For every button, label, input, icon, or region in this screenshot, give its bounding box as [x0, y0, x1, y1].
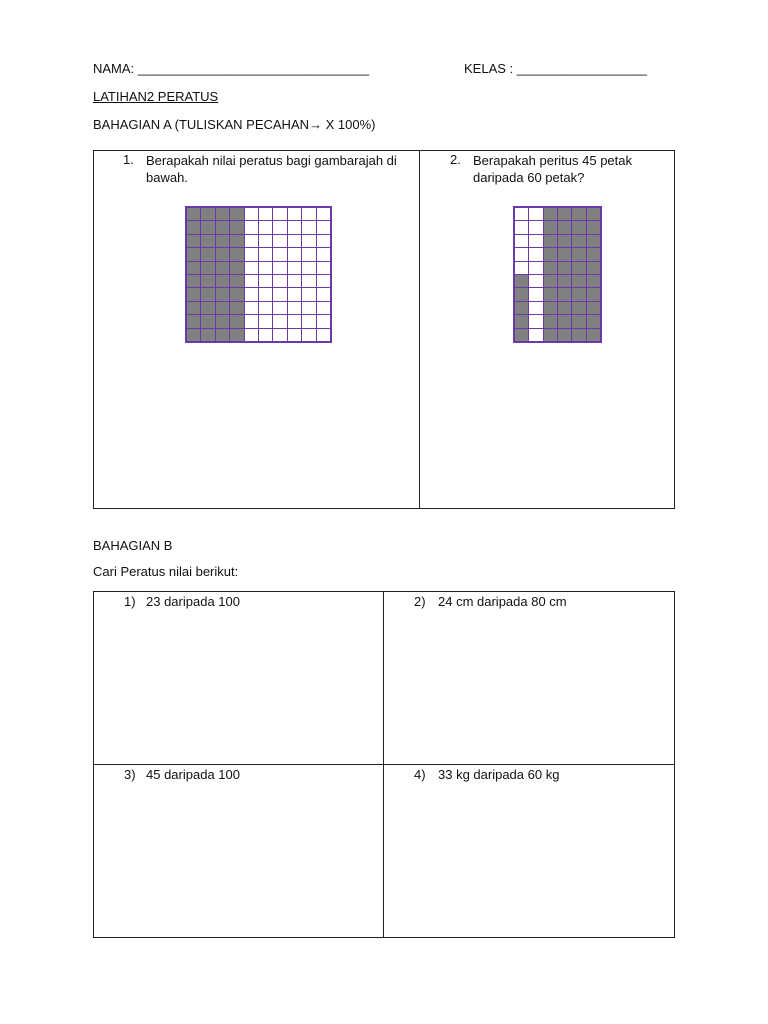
grid-cell — [515, 262, 528, 274]
grid-cell — [259, 329, 272, 341]
grid-cell — [245, 248, 258, 260]
grid-cell — [544, 329, 557, 341]
grid-cell — [529, 275, 542, 287]
grid-cell — [201, 275, 214, 287]
grid-cell — [317, 235, 330, 247]
question-a2-number: 2. — [450, 152, 461, 167]
grid-cell — [230, 248, 243, 260]
grid-cell — [201, 329, 214, 341]
grid-cell — [558, 235, 571, 247]
grid-cell — [288, 275, 301, 287]
grid-cell — [187, 221, 200, 233]
grid-cell — [515, 208, 528, 220]
grid-cell — [572, 275, 585, 287]
grid-cell — [529, 208, 542, 220]
grid-cell — [245, 275, 258, 287]
grid-cell — [288, 315, 301, 327]
question-b4-number: 4) — [414, 767, 426, 782]
section-a-divider — [419, 150, 420, 509]
grid-cell — [230, 221, 243, 233]
worksheet-title: LATIHAN2 PERATUS — [93, 89, 219, 104]
grid-cell — [515, 248, 528, 260]
grid-cell — [302, 208, 315, 220]
grid-cell — [216, 302, 229, 314]
grid-cell — [515, 302, 528, 314]
grid-cell — [245, 288, 258, 300]
grid-cell — [544, 208, 557, 220]
question-b1-text: 23 daripada 100 — [146, 594, 240, 609]
grid-cell — [302, 302, 315, 314]
grid-cell — [259, 248, 272, 260]
grid-cell — [302, 288, 315, 300]
grid-cell — [259, 221, 272, 233]
grid-cell — [273, 315, 286, 327]
grid-cell — [273, 208, 286, 220]
grid-cell — [273, 329, 286, 341]
grid-cell — [259, 302, 272, 314]
grid-cell — [201, 262, 214, 274]
grid-cell — [288, 248, 301, 260]
grid-cell — [201, 208, 214, 220]
grid-cell — [216, 288, 229, 300]
grid-cell — [587, 315, 600, 327]
grid-cell — [529, 329, 542, 341]
grid-cell — [558, 262, 571, 274]
grid-cell — [558, 302, 571, 314]
grid-cell — [273, 262, 286, 274]
grid-cell — [302, 221, 315, 233]
grid-cell — [201, 302, 214, 314]
grid-cell — [259, 315, 272, 327]
grid-cell — [187, 248, 200, 260]
grid-cell — [558, 288, 571, 300]
question-b3-text: 45 daripada 100 — [146, 767, 240, 782]
grid-cell — [216, 275, 229, 287]
grid-cell — [273, 221, 286, 233]
grid-cell — [288, 235, 301, 247]
grid-cell — [317, 208, 330, 220]
name-field-label: NAMA: ________________________________ — [93, 61, 370, 76]
grid-cell — [317, 288, 330, 300]
grid-cell — [587, 302, 600, 314]
grid-cell — [259, 208, 272, 220]
grid-cell — [572, 329, 585, 341]
question-b2-text: 24 cm daripada 80 cm — [438, 594, 567, 609]
grid-cell — [201, 315, 214, 327]
grid-cell — [245, 235, 258, 247]
grid-cell — [544, 221, 557, 233]
grid-cell — [230, 302, 243, 314]
grid-cell — [317, 262, 330, 274]
grid-cell — [187, 235, 200, 247]
grid-cell — [273, 275, 286, 287]
class-field-label: KELAS : __________________ — [464, 61, 647, 76]
grid-cell — [317, 275, 330, 287]
grid-cell — [317, 248, 330, 260]
grid-cell — [187, 208, 200, 220]
grid-cell — [187, 262, 200, 274]
grid-cell — [201, 248, 214, 260]
grid-cell — [572, 248, 585, 260]
grid-cell — [187, 288, 200, 300]
grid-cell — [230, 288, 243, 300]
grid-cell — [572, 208, 585, 220]
grid-cell — [245, 302, 258, 314]
grid-cell — [216, 315, 229, 327]
grid-cell — [245, 315, 258, 327]
grid-cell — [230, 262, 243, 274]
grid-cell — [572, 288, 585, 300]
grid-cell — [572, 302, 585, 314]
grid-cell — [245, 329, 258, 341]
grid-cell — [544, 248, 557, 260]
grid-cell — [216, 235, 229, 247]
section-b-heading: BAHAGIAN B — [93, 538, 173, 553]
grid-cell — [558, 221, 571, 233]
grid-cell — [572, 221, 585, 233]
grid-cell — [288, 208, 301, 220]
grid-cell — [515, 275, 528, 287]
grid-cell — [230, 275, 243, 287]
percent-grid-100 — [185, 206, 332, 343]
grid-cell — [558, 275, 571, 287]
grid-cell — [259, 288, 272, 300]
grid-cell — [558, 248, 571, 260]
grid-cell — [230, 208, 243, 220]
grid-cell — [529, 235, 542, 247]
grid-cell — [572, 315, 585, 327]
grid-cell — [288, 329, 301, 341]
grid-cell — [544, 288, 557, 300]
question-a2-text: Berapakah peritus 45 petak daripada 60 petak? — [473, 153, 632, 185]
grid-cell — [273, 235, 286, 247]
grid-cell — [515, 329, 528, 341]
grid-cell — [587, 208, 600, 220]
grid-cell — [230, 235, 243, 247]
grid-cell — [558, 329, 571, 341]
grid-cell — [259, 262, 272, 274]
grid-cell — [515, 221, 528, 233]
grid-cell — [259, 275, 272, 287]
grid-cell — [317, 315, 330, 327]
grid-cell — [187, 302, 200, 314]
grid-cell — [245, 221, 258, 233]
grid-cell — [587, 275, 600, 287]
grid-cell — [201, 235, 214, 247]
grid-cell — [216, 248, 229, 260]
grid-cell — [216, 208, 229, 220]
grid-cell — [529, 248, 542, 260]
grid-cell — [515, 315, 528, 327]
section-a-heading: BAHAGIAN A (TULISKAN PECAHAN→ X 100%) — [93, 117, 376, 132]
grid-cell — [288, 262, 301, 274]
grid-cell — [302, 329, 315, 341]
grid-cell — [187, 329, 200, 341]
grid-cell — [587, 235, 600, 247]
grid-cell — [302, 275, 315, 287]
grid-cell — [302, 315, 315, 327]
grid-cell — [245, 208, 258, 220]
percent-grid-60 — [513, 206, 602, 343]
grid-cell — [302, 235, 315, 247]
question-b1-number: 1) — [124, 594, 136, 609]
grid-cell — [572, 262, 585, 274]
grid-cell — [230, 315, 243, 327]
grid-cell — [587, 262, 600, 274]
grid-cell — [587, 248, 600, 260]
grid-cell — [259, 235, 272, 247]
grid-cell — [288, 221, 301, 233]
grid-cell — [302, 262, 315, 274]
grid-cell — [587, 288, 600, 300]
grid-cell — [216, 329, 229, 341]
grid-cell — [544, 262, 557, 274]
grid-cell — [317, 302, 330, 314]
grid-cell — [558, 315, 571, 327]
question-b4-text: 33 kg daripada 60 kg — [438, 767, 560, 782]
grid-cell — [529, 221, 542, 233]
grid-cell — [187, 275, 200, 287]
grid-cell — [544, 315, 557, 327]
grid-cell — [317, 221, 330, 233]
grid-cell — [515, 235, 528, 247]
grid-cell — [544, 275, 557, 287]
grid-cell — [201, 288, 214, 300]
grid-cell — [587, 221, 600, 233]
question-b3-number: 3) — [124, 767, 136, 782]
grid-cell — [288, 288, 301, 300]
grid-cell — [529, 262, 542, 274]
grid-cell — [216, 262, 229, 274]
question-a1-number: 1. — [123, 152, 134, 167]
grid-cell — [544, 302, 557, 314]
section-b-horizontal-divider — [93, 764, 675, 765]
grid-cell — [273, 248, 286, 260]
grid-cell — [529, 315, 542, 327]
grid-cell — [529, 302, 542, 314]
grid-cell — [273, 302, 286, 314]
grid-cell — [529, 288, 542, 300]
grid-cell — [587, 329, 600, 341]
grid-cell — [187, 315, 200, 327]
grid-cell — [572, 235, 585, 247]
question-a1-text: Berapakah nilai peratus bagi gambarajah di bawah. — [146, 153, 397, 185]
grid-cell — [216, 221, 229, 233]
grid-cell — [230, 329, 243, 341]
grid-cell — [317, 329, 330, 341]
grid-cell — [302, 248, 315, 260]
grid-cell — [273, 288, 286, 300]
grid-cell — [288, 302, 301, 314]
grid-cell — [245, 262, 258, 274]
grid-cell — [544, 235, 557, 247]
grid-cell — [515, 288, 528, 300]
section-b-instruction: Cari Peratus nilai berikut: — [93, 564, 239, 579]
grid-cell — [558, 208, 571, 220]
grid-cell — [201, 221, 214, 233]
question-b2-number: 2) — [414, 594, 426, 609]
